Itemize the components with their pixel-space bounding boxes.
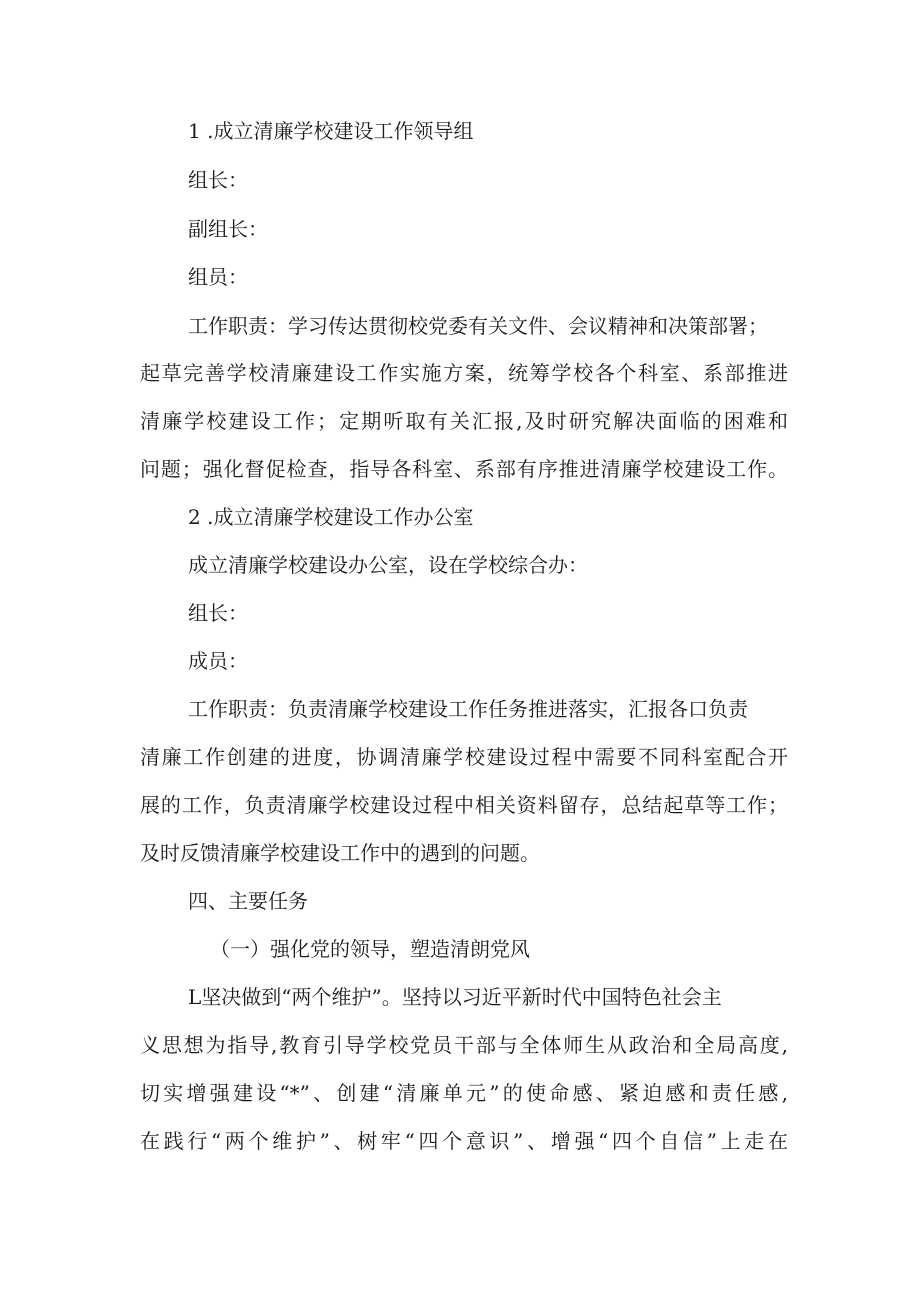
deputy-leader-label: 副组长：	[188, 217, 268, 241]
paragraph-line: 问题；强化督促检查，指导各科室、系部有序推进清廉学校建设工作。	[140, 457, 788, 481]
paragraph-line: 成立清廉学校建设办公室，设在学校综合办：	[188, 553, 588, 577]
paragraph-line: 及时反馈清廉学校建设工作中的遇到的问题。	[140, 841, 540, 865]
paragraph-line: 切实增强建设“*”、创建“清廉单元”的使命感、紧迫感和责任感,	[140, 1081, 788, 1105]
section-heading-main-tasks: 四、主要任务	[188, 889, 308, 913]
leader-label: 组长：	[188, 168, 248, 192]
leader-label: 组长：	[188, 601, 248, 625]
subsection-heading: （一）强化党的领导，塑造清朗党风	[210, 937, 530, 961]
paragraph-line: L坚决做到“两个维护”。坚持以习近平新时代中国特色社会主	[188, 985, 722, 1009]
paragraph-line: 起草完善学校清廉建设工作实施方案，统筹学校各个科室、系部推进	[140, 361, 788, 385]
paragraph-line: 工作职责：负责清廉学校建设工作任务推进落实，汇报各口负责	[188, 697, 748, 721]
paragraph-line: 清廉工作创建的进度，协调清廉学校建设过程中需要不同科室配合开	[140, 745, 788, 769]
paragraph-line: 清廉学校建设工作；定期听取有关汇报,及时研究解决面临的困难和	[140, 409, 788, 433]
section-heading-2: 2 .成立清廉学校建设工作办公室	[188, 505, 474, 529]
paragraph-line: 展的工作，负责清廉学校建设过程中相关资料留存，总结起草等工作；	[140, 793, 788, 817]
section-heading-1: 1 .成立清廉学校建设工作领导组	[188, 119, 474, 143]
paragraph-line: 在践行“两个维护”、树牢“四个意识”、增强“四个自信”上走在	[140, 1129, 788, 1153]
paragraph-line: 工作职责：学习传达贯彻校党委有关文件、会议精神和决策部署；	[188, 314, 768, 338]
members-label: 组员：	[188, 265, 248, 289]
paragraph-line: 义思想为指导,教育引导学校党员干部与全体师生从政治和全局高度,	[140, 1033, 788, 1057]
members-label: 成员：	[188, 649, 248, 673]
